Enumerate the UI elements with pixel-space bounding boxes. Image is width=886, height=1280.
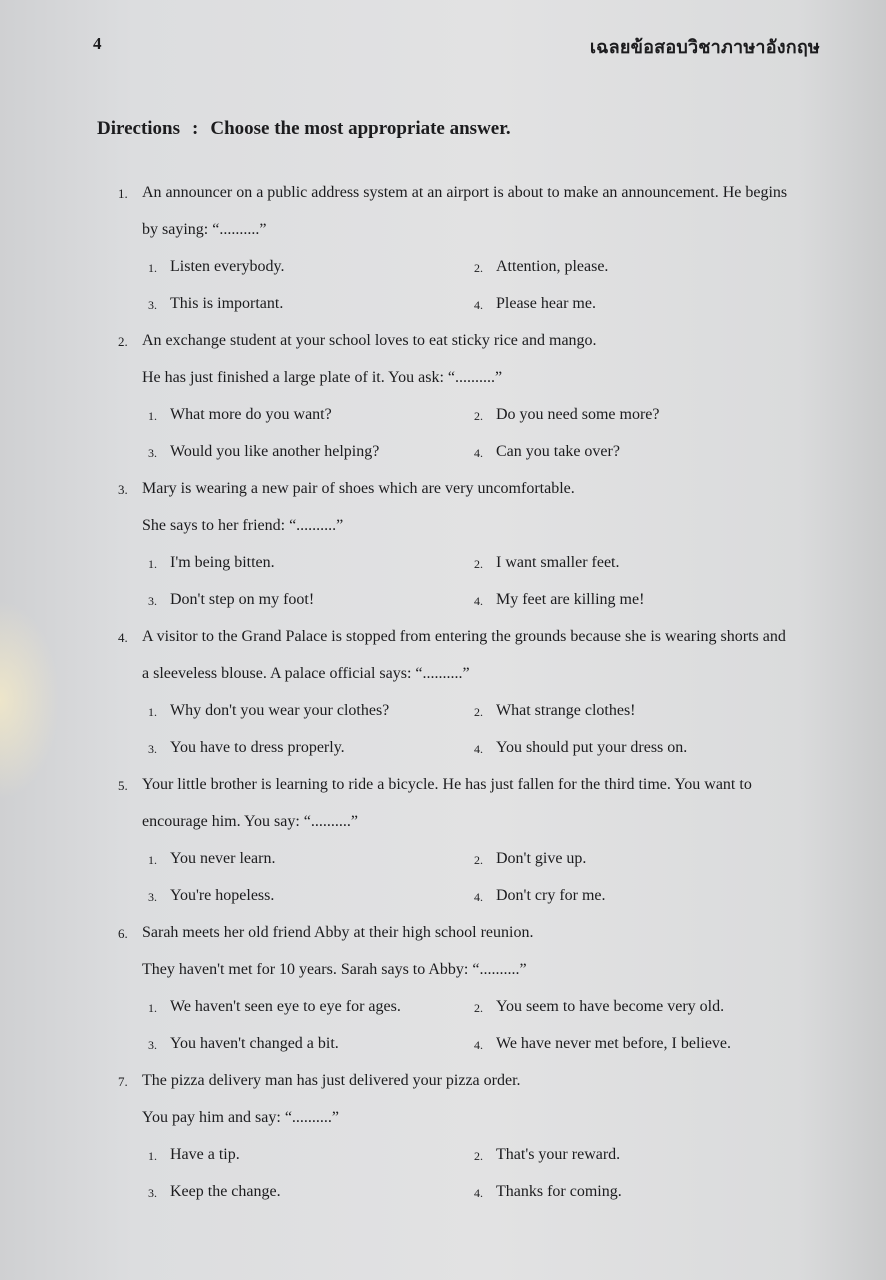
answer-options [118,696,824,770]
question-stem-text: They haven't met for 10 years. Sarah says to Abby: “..........” [142,961,527,978]
question-number: 3. [118,482,128,497]
question-stem-text: An announcer on a public address system at an airport is about to make an announcement. He begins [142,184,788,201]
option-text: Don't step on my foot! [170,591,315,608]
question-stem-line [118,511,824,548]
answer-options [118,252,824,326]
question-stem-line [118,659,824,696]
option-text: Keep the change. [170,1183,281,1200]
question-stem-text: An exchange student at your school loves to eat sticky rice and mango. [142,332,597,349]
question-number: 4. [118,630,128,645]
option-text: Do you need some more? [496,406,660,423]
option-text: My feet are killing me! [496,591,645,608]
answer-option [474,881,800,918]
option-number: 3. [148,890,157,904]
option-text: You never learn. [170,850,276,867]
option-text: Can you take over? [496,443,620,460]
question-number: 1. [118,186,128,201]
question-stem-line [118,622,824,659]
option-text: Would you like another helping? [170,443,380,460]
option-number: 2. [474,705,483,719]
question-number: 5. [118,778,128,793]
answer-options [118,844,824,918]
option-number: 2. [474,1149,483,1163]
option-text: Thanks for coming. [496,1183,622,1200]
answer-option [474,1177,800,1214]
question-list [118,178,824,1214]
option-number: 1. [148,557,157,571]
answer-option [148,400,474,437]
option-number: 1. [148,409,157,423]
option-number: 4. [474,742,483,756]
question-stem-text: He has just finished a large plate of it. You ask: “..........” [142,369,503,386]
directions-colon: : [192,118,199,139]
option-number: 2. [474,1001,483,1015]
option-text: We have never met before, I believe. [496,1035,732,1052]
question-stem-line [118,215,824,252]
answer-option [474,252,800,289]
question-4 [118,622,824,770]
question-2 [118,326,824,474]
question-5 [118,770,824,918]
answer-option [474,400,800,437]
question-number: 2. [118,334,128,349]
option-text: Listen everybody. [170,258,285,275]
answer-option [148,289,474,326]
question-stem-text: by saying: “..........” [142,221,267,238]
question-stem-text: Mary is wearing a new pair of shoes which are very uncomfortable. [142,480,575,497]
option-number: 3. [148,594,157,608]
option-text: I want smaller feet. [496,554,620,571]
question-stem-line [118,807,824,844]
answer-options [118,548,824,622]
question-stem-text: encourage him. You say: “..........” [142,813,358,830]
answer-option [474,844,800,881]
option-number: 4. [474,1038,483,1052]
question-3 [118,474,824,622]
answer-option [148,992,474,1029]
answer-option [148,881,474,918]
question-6 [118,918,824,1066]
question-7 [118,1066,824,1214]
question-stem-line [118,955,824,992]
option-number: 1. [148,705,157,719]
option-number: 3. [148,298,157,312]
question-1 [118,178,824,326]
option-text: You have to dress properly. [170,739,345,756]
option-number: 2. [474,409,483,423]
option-number: 4. [474,298,483,312]
question-stem-line [118,1103,824,1140]
question-stem-text: a sleeveless blouse. A palace official says: “..........” [142,665,470,682]
answer-option [474,585,800,622]
question-stem-line [118,363,824,400]
option-text: What more do you want? [170,406,332,423]
question-stem-text: Your little brother is learning to ride a bicycle. He has just fallen for the third time. You want to [142,776,752,793]
question-stem-line [118,474,824,511]
option-number: 3. [148,1186,157,1200]
answer-option [148,1177,474,1214]
answer-option [474,548,800,585]
answer-option [148,733,474,770]
option-number: 2. [474,853,483,867]
option-text: You haven't changed a bit. [170,1035,339,1052]
answer-options [118,1140,824,1214]
question-stem-text: She says to her friend: “..........” [142,517,344,534]
option-number: 3. [148,1038,157,1052]
answer-option [148,1140,474,1177]
answer-option [474,696,800,733]
answer-option [474,437,800,474]
option-number: 4. [474,890,483,904]
option-text: Don't give up. [496,850,587,867]
running-head: เฉลยข้อสอบวิชาภาษาอังกฤษ [589,37,820,58]
option-number: 4. [474,1186,483,1200]
question-stem-line [118,178,824,215]
option-text: You're hopeless. [170,887,275,904]
question-stem-text: The pizza delivery man has just delivered your pizza order. [142,1072,521,1089]
option-number: 1. [148,261,157,275]
directions-text: Choose the most appropriate answer. [210,118,511,139]
option-number: 2. [474,557,483,571]
option-number: 4. [474,594,483,608]
option-text: Why don't you wear your clothes? [170,702,390,719]
option-text: Attention, please. [496,258,609,275]
page-number: 4 [93,34,102,53]
option-text: That's your reward. [496,1146,621,1163]
option-text: Please hear me. [496,295,596,312]
option-text: Have a tip. [170,1146,240,1163]
option-text: What strange clothes! [496,702,636,719]
directions-label: Directions [97,118,181,139]
answer-options [118,400,824,474]
option-number: 2. [474,261,483,275]
answer-options [118,992,824,1066]
question-stem-text: You pay him and say: “..........” [142,1109,340,1126]
answer-option [148,585,474,622]
option-number: 3. [148,742,157,756]
option-text: We haven't seen eye to eye for ages. [170,998,401,1015]
question-number: 7. [118,1074,128,1089]
option-text: You should put your dress on. [496,739,688,756]
answer-option [148,844,474,881]
answer-option [474,289,800,326]
question-stem-text: Sarah meets her old friend Abby at their high school reunion. [142,924,534,941]
page-shading [0,600,60,800]
answer-option [474,1029,800,1066]
question-stem-line [118,918,824,955]
question-stem-line [118,1066,824,1103]
option-number: 3. [148,446,157,460]
answer-option [148,1029,474,1066]
question-stem-line [118,326,824,363]
question-stem-text: A visitor to the Grand Palace is stopped from entering the grounds because she is wearing shorts and [142,628,786,645]
answer-option [148,252,474,289]
answer-option [474,1140,800,1177]
answer-option [148,437,474,474]
question-stem-line [118,770,824,807]
question-number: 6. [118,926,128,941]
option-number: 4. [474,446,483,460]
answer-option [148,548,474,585]
option-number: 1. [148,1149,157,1163]
option-number: 1. [148,1001,157,1015]
answer-option [474,992,800,1029]
option-text: I'm being bitten. [170,554,275,571]
option-text: Don't cry for me. [496,887,606,904]
option-text: This is important. [170,295,284,312]
option-number: 1. [148,853,157,867]
directions-heading [97,118,511,140]
answer-option [474,733,800,770]
answer-option [148,696,474,733]
option-text: You seem to have become very old. [496,998,725,1015]
